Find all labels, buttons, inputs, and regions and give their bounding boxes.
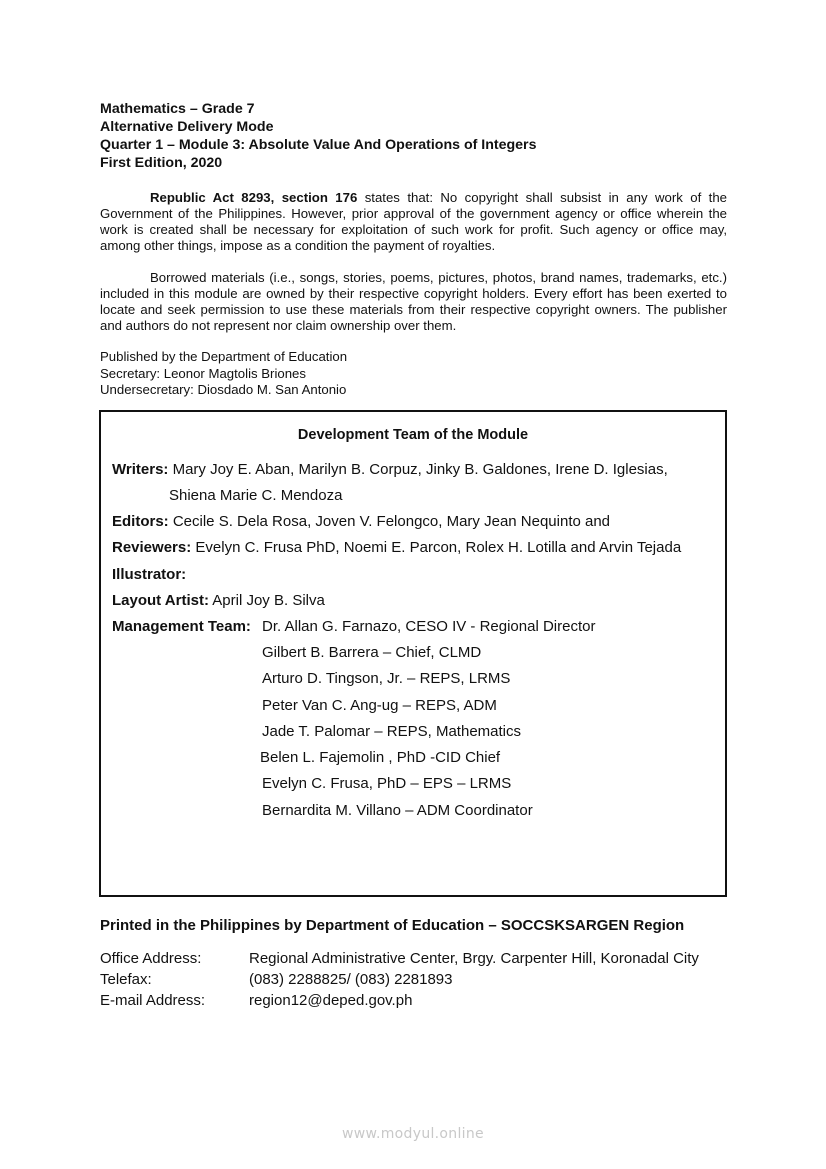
office-address-row [100, 950, 699, 967]
writers-names-continued: Shiena Marie C. Mendoza [169, 487, 343, 504]
reviewers-label: Reviewers: [112, 539, 192, 556]
email-row [100, 992, 412, 1009]
telefax-row [100, 971, 453, 988]
office-address-label: Office Address: [100, 950, 202, 967]
management-member: Arturo D. Tingson, Jr. – REPS, LRMS [262, 670, 511, 687]
writers-label: Writers: [112, 461, 169, 478]
management-team-row [112, 618, 251, 635]
reviewers-row [112, 539, 681, 556]
mode-line: Alternative Delivery Mode [100, 119, 274, 135]
editors-names: Cecile S. Dela Rosa, Joven V. Felongco, Mary Jean Nequinto and [168, 513, 611, 530]
management-member: Peter Van C. Ang-ug – REPS, ADM [262, 697, 497, 714]
writers-row [112, 461, 668, 478]
layout-artist-row [112, 592, 325, 609]
editors-label: Editors: [112, 513, 169, 530]
development-team-title: Development Team of the Module [297, 427, 529, 443]
telefax-value: (083) 2288825/ (083) 2281893 [249, 971, 453, 988]
module-line: Quarter 1 – Module 3: Absolute Value And Operations of Integers [100, 137, 537, 153]
management-member: Belen L. Fajemolin , PhD -CID Chief [260, 749, 501, 766]
watermark: www.modyul.online [342, 1126, 484, 1142]
office-address-value: Regional Administrative Center, Brgy. Carpenter Hill, Koronadal City [249, 950, 699, 967]
layout-artist-label: Layout Artist: [112, 592, 209, 609]
copyright-paragraph [100, 190, 727, 254]
illustrator-label: Illustrator: [112, 566, 187, 583]
document-header [100, 100, 536, 172]
editors-row [112, 513, 610, 530]
borrowed-text: Borrowed materials (i.e., songs, stories, poems, pictures, photos, brand names, trademarks, etc.) included in this module are owned by their respective copyright holders. Every effort has been exerted to locate and seek permission to use these materials from their respective copyright owners. The publisher and authors do not represent nor claim ownership over them. [100, 270, 727, 333]
illustrator-row [112, 566, 186, 583]
copyright-lead: Republic Act 8293, section 176 [150, 190, 358, 205]
secretary-line: Secretary: Leonor Magtolis Briones [100, 365, 306, 381]
writers-row-continued [169, 487, 342, 504]
management-member: Jade T. Palomar – REPS, Mathematics [262, 723, 521, 740]
printed-by-line: Printed in the Philippines by Department of Education – SOCCSKSARGEN Region [100, 917, 685, 934]
subject-line: Mathematics – Grade 7 [100, 101, 255, 117]
management-member: Bernardita M. Villano – ADM Coordinator [262, 802, 533, 819]
management-team-label: Management Team: [112, 618, 251, 635]
publisher-info [100, 349, 347, 399]
management-member: Dr. Allan G. Farnazo, CESO IV - Regional Director [262, 618, 596, 635]
undersecretary-line: Undersecretary: Diosdado M. San Antonio [100, 382, 347, 397]
edition-line: First Edition, 2020 [100, 155, 223, 171]
management-member: Evelyn C. Frusa, PhD – EPS – LRMS [262, 775, 512, 792]
layout-artist-names: April Joy B. Silva [208, 592, 325, 609]
publisher-line: Published by the Department of Education [100, 349, 348, 364]
copyright-text: states that: No copyright shall subsist in any work of the Government of the Philippines. However, prior approval of the government agency or office wherein the work is created shall be necessary for exploitation of such work for profit. Such agency or office may, among other things, impose as a condition the payment of royalties. [100, 190, 727, 253]
email-value: region12@deped.gov.ph [249, 992, 413, 1009]
borrowed-materials-paragraph [100, 270, 727, 334]
development-team-box [99, 410, 727, 897]
telefax-label: Telefax: [100, 971, 152, 988]
email-label: E-mail Address: [100, 992, 206, 1009]
writers-names: Mary Joy E. Aban, Marilyn B. Corpuz, Jinky B. Galdones, Irene D. Iglesias, [168, 461, 668, 478]
management-member: Gilbert B. Barrera – Chief, CLMD [262, 644, 482, 661]
reviewers-names: Evelyn C. Frusa PhD, Noemi E. Parcon, Rolex H. Lotilla and Arvin Tejada [191, 539, 682, 556]
